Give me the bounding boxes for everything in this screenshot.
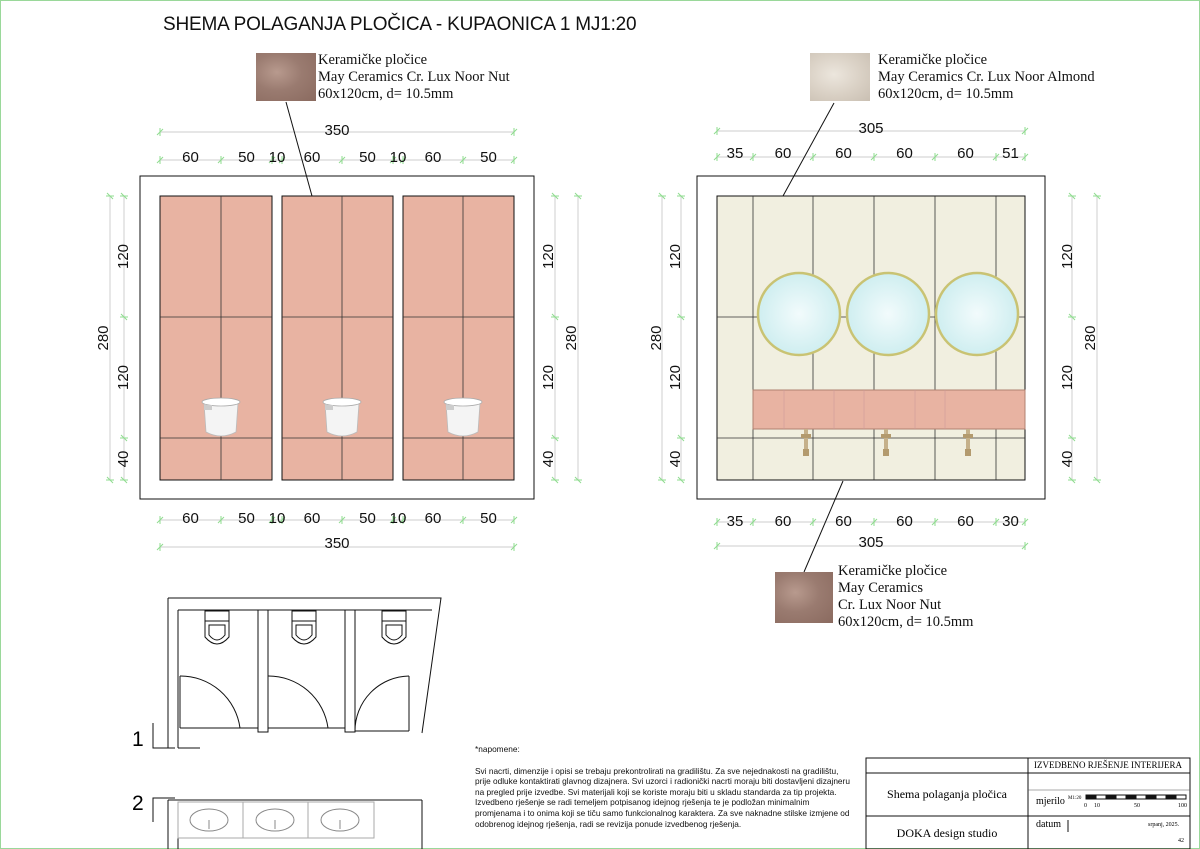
toilet-button [446, 405, 454, 410]
left-width-segment-top-label: 10 [389, 149, 407, 166]
left-total-width-bottom-label: 350 [324, 535, 350, 552]
spec-nut-bottom-line1: Keramičke pločice [838, 563, 948, 579]
nut-tile-swatch-bottom [775, 572, 833, 623]
plan-door-3 [355, 676, 409, 731]
right-height-segment-right-label: 120 [1059, 243, 1076, 270]
mirror-3 [936, 273, 1018, 355]
right-width-segment-bottom-label: 60 [835, 513, 852, 530]
title-block-project-type: IZVEDBENO RJEŠENJE INTERIJERA [1034, 760, 1182, 770]
scale-tick-10: 10 [1094, 803, 1100, 809]
toilet-seat [444, 398, 482, 406]
title-block-scale-label: mjerilo [1036, 796, 1065, 807]
tap-knob [881, 434, 891, 438]
spec-nut-top-line2: May Ceramics Cr. Lux Noor Nut [318, 69, 510, 85]
right-width-segment-bottom-label: 35 [726, 513, 744, 530]
title-block-studio: DOKA design studio [896, 826, 998, 840]
spec-nut-bottom [838, 563, 973, 631]
left-elevation [140, 176, 534, 499]
toilet-icon-1 [202, 398, 240, 436]
toilet-seat [202, 398, 240, 406]
left-tile-bay-1 [160, 196, 272, 480]
right-height-segment-left-label: 40 [667, 450, 684, 468]
toilet-icon-3 [444, 398, 482, 436]
spec-nut-top-line1: Keramičke pločice [318, 52, 428, 68]
left-width-segment-bottom-label: 50 [238, 510, 255, 527]
tap-knob [801, 434, 811, 438]
left-tile-bay-3 [403, 196, 514, 480]
left-width-segment-top-label: 50 [359, 149, 376, 166]
plan-toilet-2 [292, 611, 316, 644]
left-width-segment-bottom-label: 50 [480, 510, 497, 527]
nut-tile-swatch-top [256, 53, 316, 101]
plan-partition-2 [345, 610, 355, 732]
section-marker-1-line [153, 723, 175, 748]
notes-line: promjenama i to onima koji se tiču samo funkcionalnog karaktera. Za sve naknadne stilske izmjene od [475, 807, 850, 818]
spec-nut-top-line3: 60x120cm, d= 10.5mm [318, 86, 454, 102]
toilet-seat [323, 398, 361, 406]
right-height-total-label: 280 [648, 325, 665, 351]
left-width-segment-top-label: 50 [480, 149, 497, 166]
left-width-segment-top-label: 60 [303, 149, 321, 166]
left-height-segment-left-label: 120 [115, 243, 132, 270]
left-height-segment-right-label: 40 [540, 450, 557, 468]
left-width-segment-top-label: 50 [238, 149, 255, 166]
right-width-segment-bottom-label: 30 [1002, 513, 1019, 530]
tap-knob [963, 434, 973, 438]
tap-base [965, 449, 971, 456]
left-width-segment-bottom-label: 10 [268, 510, 286, 527]
spec-nut-bottom-line3: Cr. Lux Noor Nut [838, 597, 942, 613]
left-height-segment-right-label: 120 [540, 243, 557, 270]
right-width-segment-top-label: 60 [774, 145, 792, 162]
right-width-segment-bottom-label: 60 [957, 513, 974, 530]
spec-nut-top [318, 52, 510, 103]
spec-nut-bottom-line2: May Ceramics [838, 580, 923, 596]
spec-almond-line1: Keramičke pločice [878, 52, 988, 68]
plan-vanity [178, 802, 374, 838]
left-height-total-right-label: 280 [563, 325, 580, 351]
left-height-total-label: 280 [95, 325, 112, 351]
tap-pipe [884, 429, 888, 449]
section-marker-2-line [153, 798, 175, 822]
right-elevation [697, 176, 1045, 499]
left-tile-field [160, 196, 514, 480]
notes-heading: *napomene: [475, 744, 520, 754]
plan-outer-wall [168, 598, 441, 733]
right-width-segment-top-label: 35 [726, 145, 744, 162]
toilet-button [204, 405, 212, 410]
tap-base [883, 449, 889, 456]
vanity-front [753, 390, 1025, 429]
right-width-segment-bottom-label: 60 [774, 513, 792, 530]
left-height-segment-left-label: 120 [115, 364, 132, 391]
scale-tick-50: 50 [1134, 803, 1140, 809]
left-width-segment-bottom-label: 60 [182, 510, 199, 527]
left-tile-bay-2 [282, 196, 393, 480]
plan-door-1 [180, 676, 258, 728]
plan-toilet-1 [205, 611, 229, 644]
almond-tile-swatch [810, 53, 870, 101]
plan-toilet-3 [382, 611, 406, 644]
right-width-segment-top-label: 51 [1002, 145, 1019, 162]
left-width-segment-top-label: 60 [182, 149, 199, 166]
right-width-segment-top-label: 60 [835, 145, 852, 162]
notes-line: prije odluke kontaktirati glavnog dizajnera. Svi uzorci i radionički nacrti moraju biti dostavljeni dizajneru [475, 776, 850, 787]
plan-door-2 [268, 676, 345, 728]
right-height-segment-left-label: 120 [667, 364, 684, 391]
right-total-width-bottom-label: 305 [858, 534, 884, 551]
notes-line: odobrenog idejnog rješenja, radi se revizija ponude izvedbenog rješenja. [475, 818, 742, 829]
left-width-segment-bottom-label: 60 [303, 510, 321, 527]
right-width-segment-top-label: 60 [957, 145, 974, 162]
title-block-scale-value: M1:20 [1068, 796, 1082, 801]
section-marker-2: 2 [132, 792, 144, 815]
right-height-segment-right-label: 120 [1059, 364, 1076, 391]
left-width-segment-bottom-label: 10 [389, 510, 407, 527]
spec-nut-bottom-line4: 60x120cm, d= 10.5mm [838, 614, 974, 630]
plan-partition-1 [258, 610, 268, 732]
toilet-button [325, 405, 333, 410]
right-height-segment-left-label: 120 [667, 243, 684, 270]
tap-pipe [966, 429, 970, 449]
title-block-sheet-name: Shema polaganja pločica [887, 787, 1007, 801]
left-height-segment-left-label: 40 [115, 450, 132, 468]
right-width-segment-bottom-label: 60 [896, 513, 913, 530]
notes-line: Izvedbeno rješenje se radi temeljem potpisanog idejnog rješenja te je podložan minimalnim [475, 797, 810, 808]
scale-tick-0: 0 [1084, 803, 1087, 809]
left-width-segment-top-label: 60 [424, 149, 442, 166]
left-width-segment-bottom-label: 60 [424, 510, 442, 527]
left-total-width-top-label: 350 [324, 122, 350, 139]
notes-line: Svi nacrti, dimenzije i opisi se trebaju prekontrolirati na gradilištu. Za sve nejednakosti na gradilištu, [475, 765, 839, 776]
tap-base [803, 449, 809, 456]
spec-almond [878, 52, 1095, 103]
spec-almond-line3: 60x120cm, d= 10.5mm [878, 86, 1014, 102]
spec-almond-line2: May Ceramics Cr. Lux Noor Almond [878, 69, 1095, 85]
mirror-2 [847, 273, 929, 355]
left-height-segment-right-label: 120 [540, 364, 557, 391]
title-block-date-value: srpanj, 2025. [1148, 822, 1180, 828]
right-width-segment-top-label: 60 [896, 145, 913, 162]
left-width-segment-top-label: 10 [268, 149, 286, 166]
tap-pipe [804, 429, 808, 449]
mirror-1 [758, 273, 840, 355]
page-title: SHEMA POLAGANJA PLOČICA - KUPAONICA 1 MJ1:20 [163, 14, 637, 35]
notes-line: na pregled prije izvedbe. Svi materijali koji se koriste moraju biti u skladu standarda za tip projekta. [475, 786, 837, 797]
right-total-width-top-label: 305 [858, 120, 884, 137]
right-height-total-right-label: 280 [1082, 325, 1099, 351]
scale-tick-100: 100 [1178, 803, 1187, 809]
floor-plan [153, 598, 441, 849]
toilet-icon-2 [323, 398, 361, 436]
title-block-sheet-number: 42 [1178, 838, 1184, 844]
notes-block [475, 744, 865, 829]
left-width-segment-bottom-label: 50 [359, 510, 376, 527]
right-height-segment-right-label: 40 [1059, 450, 1076, 468]
title-block-date-label: datum [1036, 819, 1061, 830]
section-marker-1: 1 [132, 728, 144, 751]
